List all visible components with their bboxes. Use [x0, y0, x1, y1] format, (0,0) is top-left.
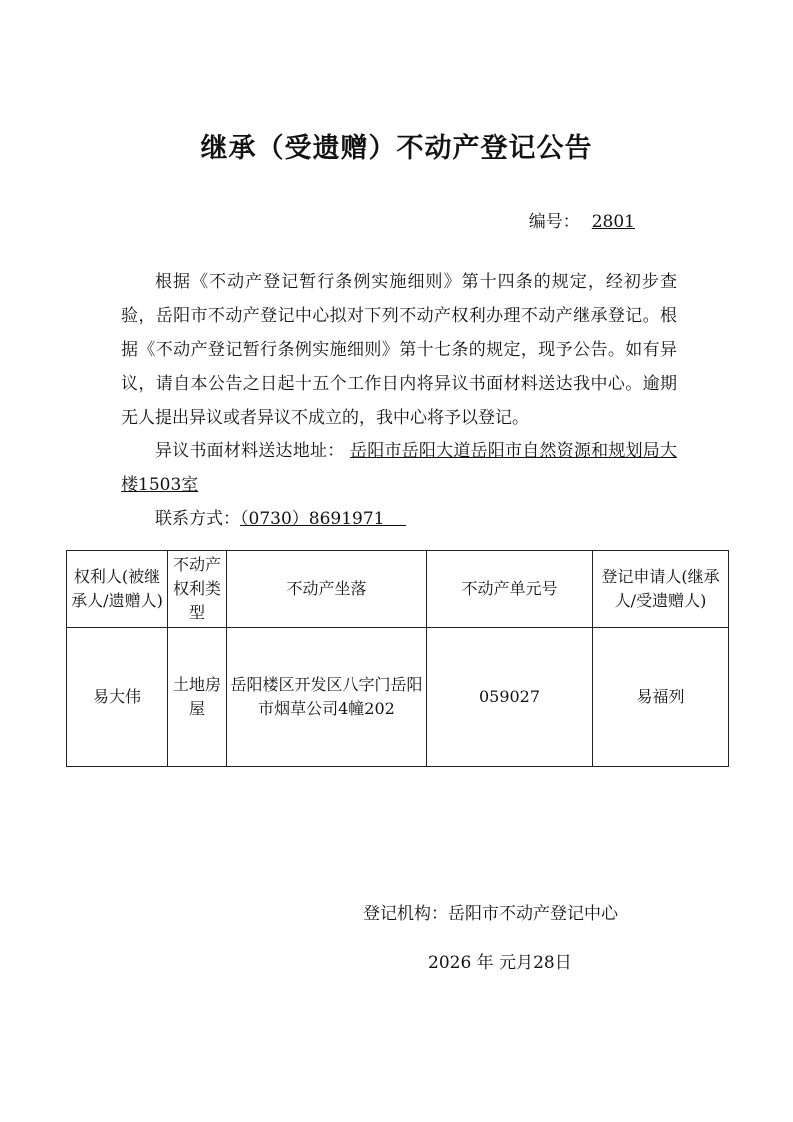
address-line: [121, 434, 677, 502]
serial-label: 编号：: [528, 212, 580, 232]
property-table: [66, 550, 729, 767]
header-cell: 登记申请人(继承人/受遗赠人): [593, 551, 729, 628]
header-cell: 不动产单元号: [427, 551, 593, 628]
table-cell: 土地房屋: [168, 628, 227, 767]
table-cell: 易福列: [593, 628, 729, 767]
address-label: 异议书面材料送达地址：: [155, 441, 345, 461]
serial-value: 2801: [591, 212, 635, 232]
contact-line: [121, 502, 677, 536]
table-row: [67, 628, 729, 767]
contact-value: （0730）8691971: [240, 509, 385, 529]
header-cell: 不动产权利类型: [168, 551, 227, 628]
table-cell: 岳阳楼区开发区八字门岳阳市烟草公司4幢202: [227, 628, 427, 767]
table-cell: 易大伟: [67, 628, 168, 767]
notice-date: 2026 年 元月28日: [428, 953, 572, 973]
notice-title: 继承（受遗赠）不动产登记公告: [200, 133, 593, 164]
address-value: 岳阳市岳阳大道岳阳市自然资源和规划局大楼1503室: [121, 441, 678, 495]
header-cell: 不动产坐落: [227, 551, 427, 628]
notice-paragraph: 根据《不动产登记暂行条例实施细则》第十四条的规定，经初步查验，岳阳市不动产登记中心拟对下列不动产权利办理不动产继承登记。根据《不动产登记暂行条例实施细则》第十七条的规定，现予公告。如有异议，请自本公告之日起十五个工作日内将异议书面材料送达我中心。逾期无人提出异议或者异议不成立的，我中心将予以登记。: [121, 272, 677, 428]
contact-label: 联系方式：: [155, 509, 240, 529]
table-cell: 059027: [427, 628, 593, 767]
serial-number: [529, 207, 635, 232]
registration-agency: 登记机构：岳阳市不动产登记中心: [363, 904, 618, 924]
table-header-row: [67, 551, 729, 628]
header-cell: 权利人(被继承人/遗赠人): [67, 551, 168, 628]
